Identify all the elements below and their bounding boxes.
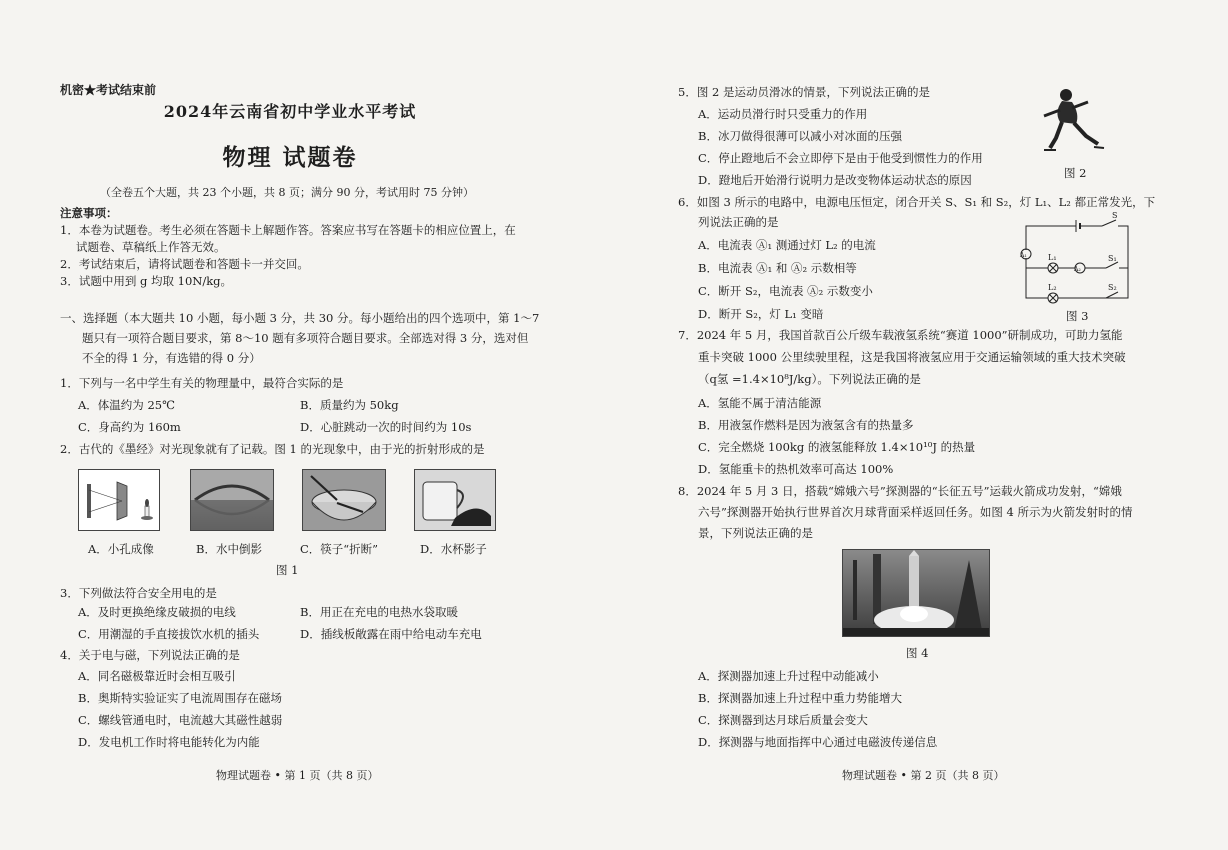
q7-option-a: A．氢能不属于清洁能源 xyxy=(698,396,822,410)
q7-option-b: B．用液氢作燃料是因为液氢含有的热量多 xyxy=(698,418,914,432)
exam-title: 2024年云南省初中学业水平考试 xyxy=(163,102,417,121)
q6-option-c: C．断开 S₂，电流表 Ⓐ₂ 示数变小 xyxy=(698,284,873,298)
q6-option-d: D．断开 S₂，灯 L₁ 变暗 xyxy=(698,307,824,321)
switch-s-label: S xyxy=(1112,211,1118,220)
question-3-stem: 3．下列做法符合安全用电的是 xyxy=(60,586,217,600)
q5-option-a: A．运动员滑行时只受重力的作用 xyxy=(698,107,868,121)
q2-option-a: A．小孔成像 xyxy=(88,542,154,556)
q6-option-a: A．电流表 Ⓐ₁ 测通过灯 L₂ 的电流 xyxy=(698,238,876,252)
question-5-stem: 5．图 2 是运动员滑冰的情景，下列说法正确的是 xyxy=(678,85,930,99)
page-2 xyxy=(614,0,1228,850)
q8-option-a: A．探测器加速上升过程中动能减小 xyxy=(698,669,879,683)
chopstick-bowl-figure xyxy=(302,469,386,531)
section-1-line: 一、选择题（本大题共 10 小题，每小题 3 分，共 30 分。每小题给出的四个选项中，第 1～7 xyxy=(60,311,540,325)
q4-option-c: C．螺线管通电时，电流越大其磁性越弱 xyxy=(78,713,283,727)
confidential-label: 机密★考试结束前 xyxy=(60,83,157,97)
q3-option-d: D．插线板敞露在雨中给电动车充电 xyxy=(300,627,482,641)
q6-option-b: B．电流表 Ⓐ₁ 和 Ⓐ₂ 示数相等 xyxy=(698,261,857,275)
note-line: 3．试题中用到 g 均取 10N/kg。 xyxy=(60,274,233,288)
note-line: 试题卷、草稿纸上作答无效。 xyxy=(76,240,226,254)
q1-option-d: D．心脏跳动一次的时间约为 10s xyxy=(300,420,472,434)
ammeter-a1-label: A₁ xyxy=(1020,252,1027,259)
q4-option-a: A．同名磁极靠近时会相互吸引 xyxy=(78,669,236,683)
q8-option-b: B．探测器加速上升过程中重力势能增大 xyxy=(698,691,902,705)
q2-option-c: C．筷子“折断” xyxy=(300,542,379,556)
cup-shadow-figure xyxy=(414,469,496,531)
q1-option-b: B．质量约为 50kg xyxy=(300,398,399,412)
question-7-line: （q氢 =1.4×10⁸J/kg）。下列说法正确的是 xyxy=(698,372,921,386)
question-8-line: 景，下列说法正确的是 xyxy=(698,526,813,540)
q8-option-d: D．探测器与地面指挥中心通过电磁波传递信息 xyxy=(698,735,938,749)
ammeter-a2-label: A₂ xyxy=(1074,266,1081,273)
exam-info: （全卷五个大题，共 23 个小题，共 8 页；满分 90 分，考试用时 75 分钟） xyxy=(100,186,474,199)
note-line: 2．考试结束后，请将试题卷和答题卡一并交回。 xyxy=(60,257,309,271)
note-line: 1．本卷为试题卷。考生必须在答题卡上解题作答。答案应书写在答题卡的相应位置上，在 xyxy=(60,223,516,237)
question-8-line: 8．2024 年 5 月 3 日，搭载“嫦娥六号”探测器的“长征五号”运载火箭成功发射，“嫦娥 xyxy=(678,484,1122,498)
q3-option-c: C．用潮湿的手直接拔饮水机的插头 xyxy=(78,627,260,641)
subject-title: 物理 试题卷 xyxy=(222,144,358,171)
question-7-line: 7．2024 年 5 月，我国首款百公斤级车载液氢系统“赛道 1000”研制成功，可助力氢能 xyxy=(678,328,1123,342)
q8-option-c: C．探测器到达月球后质量会变大 xyxy=(698,713,868,727)
q7-option-d: D．氢能重卡的热机效率可高达 100% xyxy=(698,462,894,476)
lamp-l2-label: L₂ xyxy=(1048,283,1057,292)
q1-option-c: C．身高约为 160m xyxy=(78,420,181,434)
question-8-line: 六号”探测器开始执行世界首次月球背面采样返回任务。如图 4 所示为火箭发射时的情 xyxy=(698,505,1133,519)
switch-s2-label: S₂ xyxy=(1108,283,1117,292)
question-7-line: 重卡突破 1000 公里续驶里程，这是我国将液氢应用于交通运输领域的重大技术突破 xyxy=(698,350,1126,364)
water-reflection-figure xyxy=(190,469,274,531)
q1-option-a: A．体温约为 25℃ xyxy=(78,398,175,412)
circuit-diagram xyxy=(1006,210,1136,310)
notes-heading: 注意事项： xyxy=(60,206,118,220)
q4-option-b: B．奥斯特实验证实了电流周围存在磁场 xyxy=(78,691,282,705)
question-6-stem: 6．如图 3 所示的电路中，电源电压恒定，闭合开关 S、S₁ 和 S₂，灯 L₁、L₂ 都正常发光，下 xyxy=(678,195,1156,209)
q7-option-c: C．完全燃烧 100kg 的液氢能释放 1.4×10¹⁰J 的热量 xyxy=(698,440,976,454)
q2-option-d: D．水杯影子 xyxy=(420,542,487,556)
figure-1-caption: 图 1 xyxy=(276,563,299,577)
question-6-stem-cont: 列说法正确的是 xyxy=(698,215,779,229)
question-2-stem: 2．古代的《墨经》对光现象就有了记载。图 1 的光现象中，由于光的折射形成的是 xyxy=(60,442,485,456)
q3-option-a: A．及时更换绝缘皮破损的电线 xyxy=(78,605,236,619)
q5-option-d: D．蹬地后开始滑行说明力是改变物体运动状态的原因 xyxy=(698,173,972,187)
q5-option-b: B．冰刀做得很薄可以减小对冰面的压强 xyxy=(698,129,902,143)
question-4-stem: 4．关于电与磁，下列说法正确的是 xyxy=(60,648,240,662)
question-1-stem: 1．下列与一名中学生有关的物理量中，最符合实际的是 xyxy=(60,376,344,390)
section-1-line: 不全的得 1 分，有选错的得 0 分） xyxy=(82,351,261,365)
section-1-line: 题只有一项符合题目要求，第 8～10 题有多项符合题目要求。全部选对得 3 分，选对但 xyxy=(82,331,529,345)
q4-option-d: D．发电机工作时将电能转化为内能 xyxy=(78,735,260,749)
q5-option-c: C．停止蹬地后不会立即停下是由于他受到惯性力的作用 xyxy=(698,151,983,165)
figure-3-caption: 图 3 xyxy=(1066,309,1089,323)
q3-option-b: B．用正在充电的电热水袋取暖 xyxy=(300,605,458,619)
switch-s1-label: S₁ xyxy=(1108,254,1117,263)
page-2-footer: 物理试题卷 • 第 2 页（共 8 页） xyxy=(842,769,1005,782)
lamp-l1-label: L₁ xyxy=(1048,253,1057,262)
figure-4-caption: 图 4 xyxy=(906,646,929,660)
rocket-launch-photo xyxy=(842,549,990,637)
q2-option-b: B．水中倒影 xyxy=(196,542,262,556)
page-1-footer: 物理试题卷 • 第 1 页（共 8 页） xyxy=(216,769,379,782)
figure-2-caption: 图 2 xyxy=(1064,166,1087,180)
skater-figure xyxy=(1036,86,1106,158)
pinhole-image-figure xyxy=(78,469,160,531)
